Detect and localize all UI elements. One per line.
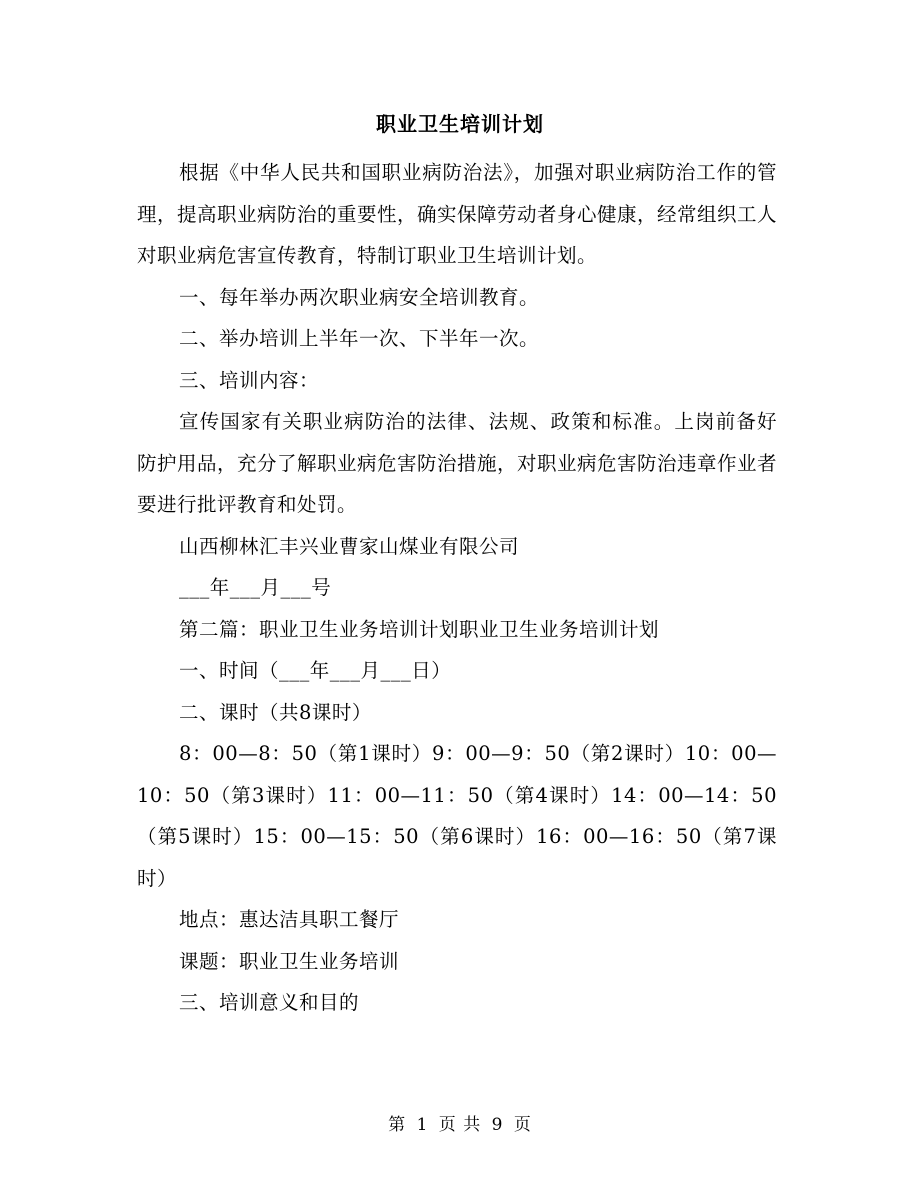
date-line: ___年___月___号: [179, 576, 332, 599]
topic-line: 课题：职业卫生业务培训: [179, 949, 400, 973]
paragraph-item-3: 三、培训内容：: [179, 368, 320, 392]
time-line: 一、时间（___年___月___日）: [179, 659, 452, 682]
schedule-paragraph: 8：00—8：50（第1课时）9：00—9：50（第2课时）10：00—10：50（第3课时）11：00—11：50（第4课时）14：00—14：50（第5课时）15：00—15：50（第6课时）16：00—16：50（第7课时）: [137, 742, 777, 890]
paragraph-item-1: 一、每年举办两次职业病安全培训教育。: [179, 285, 540, 309]
footer-current-page: 1: [416, 1115, 429, 1135]
footer-suffix: 页: [513, 1115, 532, 1135]
company-name: 山西柳林汇丰兴业曹家山煤业有限公司: [179, 534, 520, 558]
paragraph-intro: 根据《中华人民共和国职业病防治法》，加强对职业病防治工作的管理，提高职业病防治的重要性，确实保障劳动者身心健康，经常组织工人对职业病危害宣传教育，特制订职业卫生培训计划。: [137, 161, 778, 267]
paragraph-item-2: 二、举办培训上半年一次、下半年一次。: [179, 327, 540, 350]
document-body: [137, 152, 777, 1024]
purpose-heading: 三、培训意义和目的: [179, 991, 360, 1014]
footer-total-pages: 9: [491, 1115, 504, 1135]
footer-mid: 页 共: [438, 1115, 482, 1135]
document-title: 职业卫生培训计划: [376, 112, 544, 136]
location-line: 地点：惠达洁具职工餐厅: [179, 908, 400, 931]
hours-line: 二、课时（共8课时）: [179, 700, 372, 724]
paragraph-content: 宣传国家有关职业病防治的法律、法规、政策和标准。上岗前备好防护用品，充分了解职业病危害防治措施，对职业病危害防治违章作业者要进行批评教育和处罚。: [137, 410, 778, 516]
page-footer: [0, 1113, 920, 1137]
footer-prefix: 第: [388, 1115, 407, 1135]
section-two-heading: 第二篇：职业卫生业务培训计划职业卫生业务培训计划: [179, 617, 660, 641]
